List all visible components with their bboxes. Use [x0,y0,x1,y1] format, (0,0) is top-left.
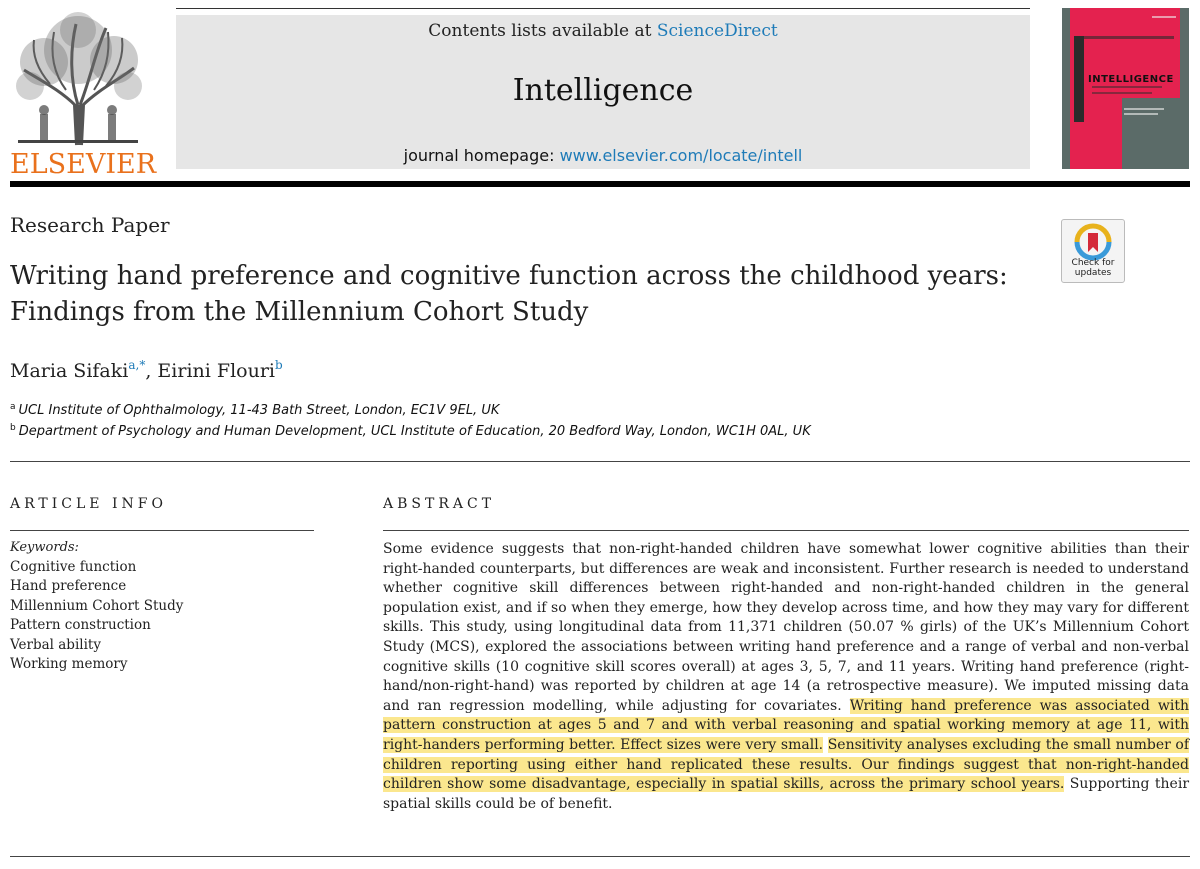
abstract-highlight: Writing hand preference was associated with pattern construction at ages 5 and 7 and with verbal reasoning and spatial working memory at age 11, with right-handers performing better. Effect sizes were very small. [383,697,1189,753]
affiliation-b [10,423,811,439]
publisher-name: ELSEVIER [10,149,157,180]
affiliation-text: Department of Psychology and Human Development, UCL Institute of Education, 20 Bedford Way, London, WC1H 0AL, UK [18,424,811,439]
journal-banner [176,15,1030,169]
keyword: Cognitive function [10,559,137,575]
homepage-line [176,146,1030,165]
title-line-1: Writing hand preference and cognitive function across the childhood years: [10,261,1008,291]
cover-title: INTELLIGENCE [1088,74,1174,85]
article-info-heading: ARTICLE INFO [10,496,167,512]
header-top-rule [176,8,1030,9]
author-name[interactable]: Eirini Flouri [157,360,275,382]
author-name[interactable]: Maria Sifaki [10,360,129,382]
homepage-prefix: journal homepage: [403,146,560,165]
section-divider [10,461,1190,462]
sciencedirect-link[interactable]: ScienceDirect [656,21,778,41]
affiliation-a [10,402,499,418]
keyword: Pattern construction [10,617,151,633]
keyword: Millennium Cohort Study [10,598,184,614]
keyword: Hand preference [10,578,127,594]
journal-cover[interactable] [1062,8,1189,169]
contents-prefix: Contents lists available at [428,21,657,41]
header-thick-rule [10,181,1190,187]
abstract-text-segment: Supporting their spatial skills could be of benefit. [383,776,1190,812]
crossmark-label: Check for updates [1071,258,1115,278]
abstract-heading: ABSTRACT [383,496,496,512]
contents-line [176,21,1030,41]
article-info-rule [10,530,314,531]
author-affil-mark[interactable]: a,* [128,358,146,372]
bottom-rule [10,856,1190,857]
affiliation-mark: a [10,402,16,412]
journal-name: Intelligence [512,73,694,108]
check-for-updates-button[interactable] [1061,219,1125,283]
affiliation-text: UCL Institute of Ophthalmology, 11-43 Bath Street, London, EC1V 9EL, UK [18,403,500,418]
publisher-logo [10,10,157,180]
abstract-highlight: Sensitivity analyses excluding the small number of children reporting using either hand replicated these results. Our findings suggest that non-right-handed children show some disadvantage, especially in spatial skills, across the primary school years. [383,736,1190,793]
abstract-rule [383,530,1189,531]
keyword: Verbal ability [10,637,101,653]
abstract-body [383,540,1189,814]
cover-art-icon [1062,8,1189,169]
paper-type: Research Paper [10,213,170,237]
abstract-text-segment: Some evidence suggests that non-right-handed children have somewhat lower cognitive abilities than their right-handed counterparts, but differences are weak and inconsistent. Further research is needed to understand whether cognitive skill differences between right-handed and non-right-handed children in the general population exist, and if so when they emerge, how they develop across time, and how they may vary for different skills. This study, using longitudinal data from 11,371 children (50.07 % girls) of the UK’s Millennium Cohort Study (MCS), explored the associations between writing hand preference and a range of verbal and non-verbal cognitive skills (10 cognitive skill scores overall) at ages 3, 5, 7, and 11 years. Writing hand preference (right-hand/non-right-hand) was reported by children at age 14 (a retrospective measure). We imputed missing data and ran regression modelling, while adjusting for covariates. [383,541,1189,714]
author-list: Maria Sifaki$^{a,*}$, Eirini Flouri$^b$ [10,358,283,382]
keywords-label: Keywords: [10,540,79,555]
crossmark-icon [1062,222,1124,262]
title-line-2: Findings from the Millennium Cohort Study [10,297,589,327]
author-affil-mark[interactable]: b [274,358,283,372]
paper-title [10,258,1040,330]
affiliation-mark: b [10,423,16,433]
journal-homepage-link[interactable]: www.elsevier.com/locate/intell [559,146,803,165]
tree-logo-icon [10,10,146,146]
keyword: Working memory [10,656,128,672]
